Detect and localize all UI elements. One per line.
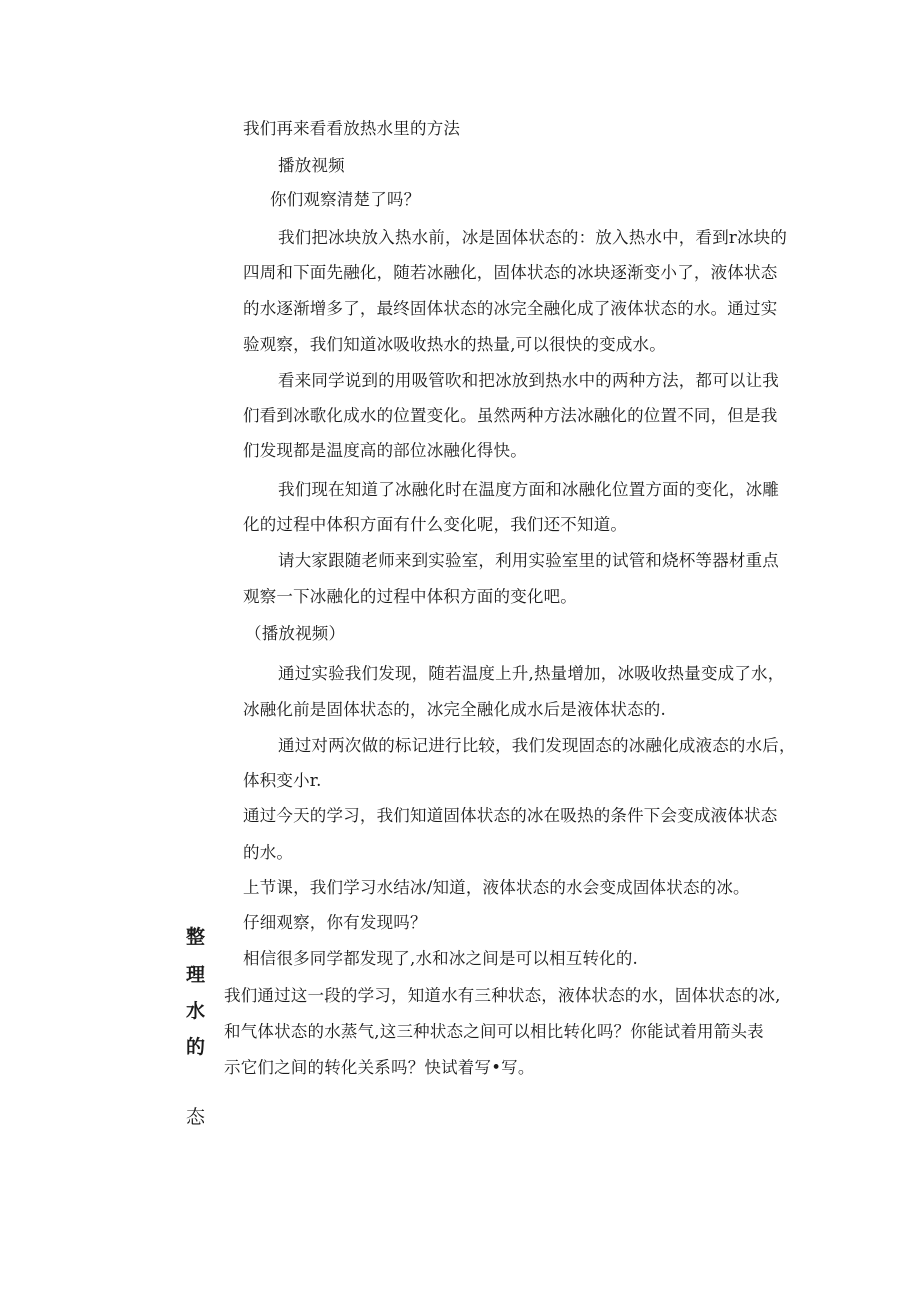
- text-line: 我们再来看看放热水里的方法: [243, 119, 461, 138]
- text-line: 冰融化前是固体状态的，冰完全融化成水后是液体状态的.: [243, 700, 666, 719]
- text-line: 相信很多同学都发现了,水和冰之间是可以相互转化的.: [243, 949, 638, 968]
- text-line: 通过对两次做的标记进行比较，我们发现固态的冰融化成液态的水后，: [278, 736, 796, 755]
- side-heading-char: 水: [186, 1000, 206, 1022]
- text-line: 化的过程中体积方面有什么变化呢，我们还不知道。: [243, 515, 628, 534]
- side-heading-char: 理: [186, 964, 206, 986]
- text-line: 我们现在知道了冰融化时在温度方面和冰融化位置方面的变化，冰雕: [278, 480, 779, 499]
- text-line: 们发现都是温度高的部位冰融化得快。: [243, 441, 527, 460]
- text-line: （播放视频）: [245, 624, 346, 643]
- text-line: 你们观察清楚了吗？: [270, 190, 421, 209]
- text-line: 看来同学说到的用吸管吹和把冰放到热水中的两种方法，都可以让我: [278, 371, 779, 390]
- side-heading-char: 整: [186, 926, 206, 948]
- text-line: 上节课，我们学习水结冰/知道，液体状态的水会变成固体状态的冰。: [243, 878, 750, 897]
- text-line: 验观察，我们知道冰吸收热水的热量,可以很快的变成水。: [243, 335, 666, 354]
- text-line: 四周和下面先融化，随若冰融化，固体状态的冰块逐渐变小了，液体状态: [243, 263, 778, 282]
- side-heading-char: 的: [186, 1036, 206, 1058]
- text-line: 仔细观察，你有发现吗？: [243, 913, 427, 932]
- side-heading-char: 态: [186, 1106, 206, 1128]
- text-line: 和气体状态的水蒸气,这三种状态之间可以相比转化吗？你能试着用箭头表: [224, 1022, 764, 1041]
- text-line: 的水。: [243, 843, 294, 862]
- text-line: 我们把冰块放入热水前，冰是固体状态的：放入热水中，看到r冰块的: [278, 228, 788, 247]
- text-line: 请大家跟随老师来到实验室，利用实验室里的试管和烧杯等器材重点: [278, 551, 779, 570]
- text-line: 示它们之间的转化关系吗？快试着写•写。: [224, 1058, 535, 1077]
- text-line: 播放视频: [278, 156, 345, 175]
- text-line: 们看到冰歌化成水的位置变化。虽然两种方法冰融化的位置不同，但是我: [243, 406, 778, 425]
- text-line: 通过实验我们发现，随若温度上升,热量增加，冰吸收热量变成了水，: [278, 664, 785, 683]
- text-line: 体积变小r.: [243, 771, 322, 790]
- text-line: 通过今天的学习，我们知道固体状态的冰在吸热的条件下会变成液体状态: [243, 806, 778, 825]
- text-line: 的水逐渐增多了，最终固体状态的冰完全融化成了液体状态的水。通过实: [243, 299, 778, 318]
- text-line: 观察一下冰融化的过程中体积方面的变化吧。: [243, 587, 577, 606]
- text-line: 我们通过这一段的学习，知道水有三种状态，液体状态的水，固体状态的冰,: [224, 986, 781, 1005]
